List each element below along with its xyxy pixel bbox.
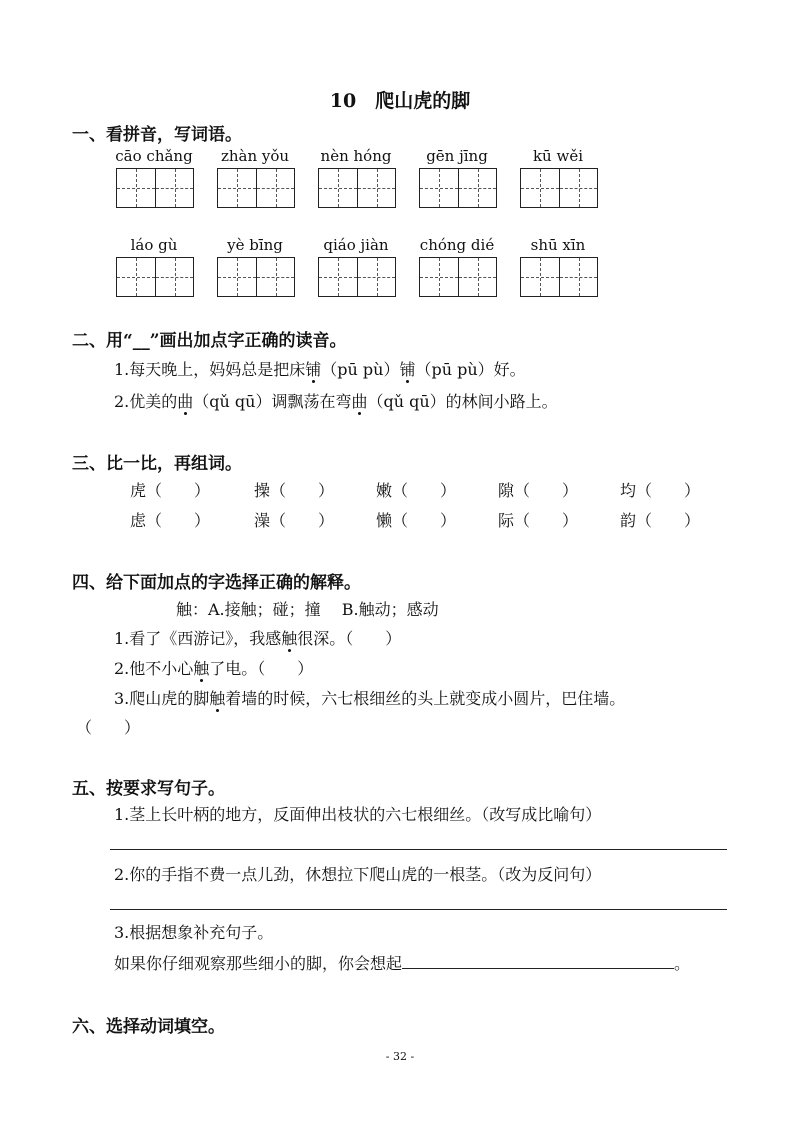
section-5-heading: 五、按要求写句子。 [72,779,225,799]
question-text[interactable]: （qǔ qū）的林间小路上。 [367,392,558,411]
answer-paren[interactable]: （ ） [76,718,141,737]
question-text[interactable]: （pū pù） [321,360,400,379]
question-text: 1.每天晚上，妈妈总是把床 [114,360,306,379]
question-4-3 [114,686,625,709]
writing-grid[interactable] [318,168,396,208]
question-text: 着墙的时候，六七根细丝的头上就变成小圆片，巴住墙。 [225,689,626,708]
pinyin-label: nèn hóng [320,147,392,165]
dotted-char: 铺 [399,360,416,379]
section-2-heading: 二、用“__”画出加点字正确的读音。 [72,331,347,351]
section-3-heading: 三、比一比，再组词。 [72,454,242,474]
answer-paren[interactable]: 了电。（ ） [209,659,314,678]
answer-line[interactable] [110,849,727,850]
writing-grid[interactable] [318,257,396,297]
question-4-2 [114,656,313,679]
question-5-3-fill [114,951,690,974]
dotted-char: 触 [193,659,210,678]
writing-grid[interactable] [116,257,194,297]
question-text: 1.看了《西游记》，我感 [114,629,282,648]
pinyin-label: zhàn yǒu [220,147,290,165]
writing-grid[interactable] [520,168,598,208]
answer-line[interactable] [110,909,727,910]
compare-item[interactable]: 虎（ ） [130,481,211,500]
pinyin-label: láo gù [130,236,178,254]
writing-grid[interactable] [217,168,295,208]
question-2-2 [114,389,558,412]
writing-grid[interactable] [217,257,295,297]
question-5-3: 3.根据想象补充句子。 [114,923,274,942]
dotted-char: 触 [209,689,226,708]
compare-item[interactable]: 际（ ） [498,511,579,530]
question-5-1: 1.茎上长叶柄的地方，反面伸出枝状的六七根细丝。（改写成比喻句） [114,805,602,824]
compare-item[interactable]: 操（ ） [254,481,335,500]
pinyin-label: qiáo jiàn [323,236,389,254]
page-number: - 32 - [385,1050,415,1063]
question-text: 。 [674,954,691,973]
writing-grid[interactable] [419,168,497,208]
dotted-char: 曲 [177,392,194,411]
compare-item[interactable]: 均（ ） [620,481,701,500]
compare-item[interactable]: 隙（ ） [498,481,579,500]
question-4-1 [114,626,401,649]
section-1-heading: 一、看拼音，写词语。 [72,125,242,145]
answer-blank[interactable] [402,954,674,969]
question-5-2: 2.你的手指不费一点儿劲，休想拉下爬山虎的一根茎。（改为反问句） [114,865,602,884]
question-2-1 [114,357,526,380]
section-4-heading: 四、给下面加点的字选择正确的解释。 [72,573,361,593]
question-text: 如果你仔细观察那些细小的脚，你会想起 [114,954,403,973]
writing-grid[interactable] [419,257,497,297]
dotted-char: 铺 [305,360,322,379]
pinyin-label: yè bīng [227,236,283,254]
compare-item[interactable]: 澡（ ） [254,511,335,530]
writing-grid[interactable] [116,168,194,208]
pinyin-label: shū xīn [530,236,586,254]
definitions: 触：A.接触；碰；撞 B.触动；感动 [176,600,439,619]
compare-item[interactable]: 韵（ ） [620,511,701,530]
question-text[interactable]: （qǔ qū）调飘荡在弯 [193,392,352,411]
dotted-char: 触 [281,629,298,648]
pinyin-label: gēn jīng [426,147,488,165]
compare-item[interactable]: 懒（ ） [376,511,457,530]
pinyin-label: kū wěi [532,147,584,165]
answer-paren[interactable]: 很深。（ ） [297,629,402,648]
page-title: 10 爬山虎的脚 [329,90,471,112]
question-text: 2.他不小心 [114,659,194,678]
compare-item[interactable]: 虑（ ） [130,511,211,530]
compare-item[interactable]: 嫩（ ） [376,481,457,500]
question-text[interactable]: （pū pù）好。 [415,360,526,379]
pinyin-label: chóng dié [419,236,495,254]
writing-grid[interactable] [520,257,598,297]
dotted-char: 曲 [351,392,368,411]
section-6-heading: 六、选择动词填空。 [72,1017,225,1037]
question-text: 3.爬山虎的脚 [114,689,210,708]
question-text: 2.优美的 [114,392,178,411]
pinyin-label: cāo chǎng [115,147,193,165]
